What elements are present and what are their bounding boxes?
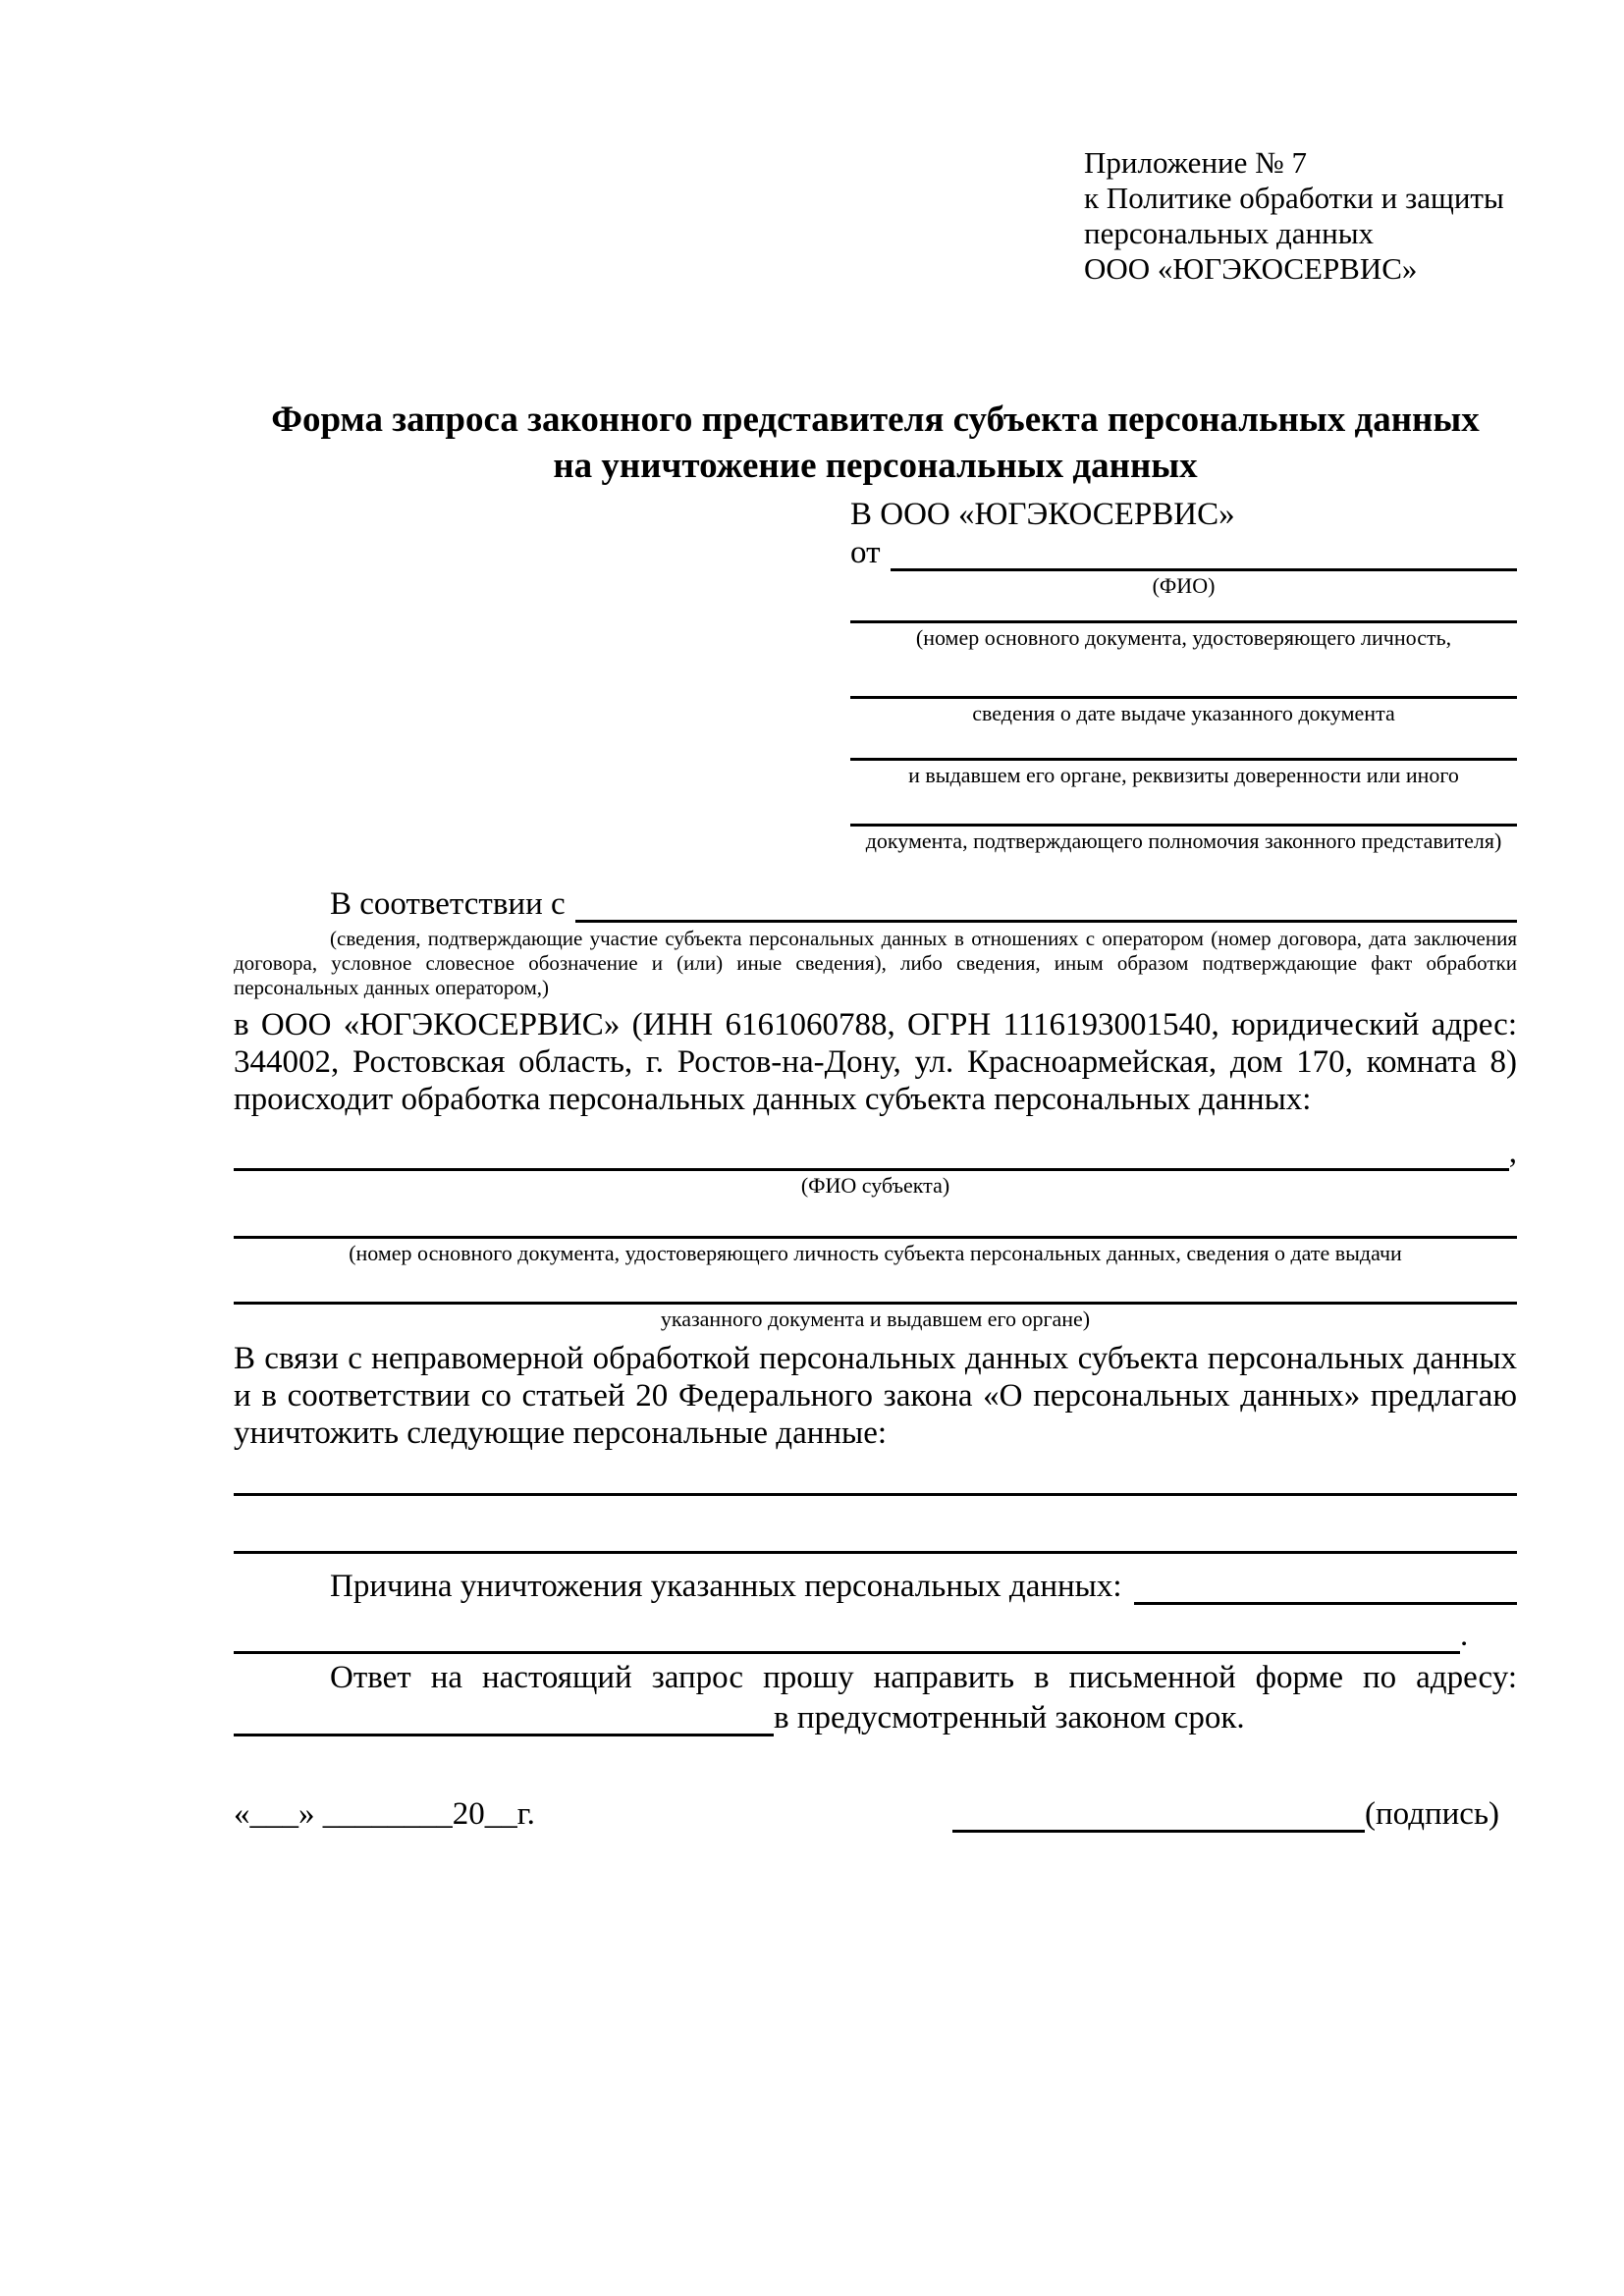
accordance-label: В соответствии с [330,886,566,922]
appendix-line: к Политике обработки и защиты [1084,181,1504,215]
page-title [234,397,1517,489]
recipient-line: В ООО «ЮГЭКОСЕРВИС» [850,497,1235,532]
authority-document-blank-line [850,824,1517,827]
explanatory-note: (сведения, подтверждающие участие субъекта персональных данных в отношениях с оператором (номер договора, дата заключения договора, условное словесное обозначение и (или) иные сведения), либо сведения, иным образом подтверждающие факт обработки персональных данных оператором,) [234,927,1517,999]
subject-document-caption-2: указанного документа и выдавшем его органе) [660,1307,1091,1331]
operator-paragraph: в ООО «ЮГЭКОСЕРВИС» (ИНН 6161060788, ОГРН 1116193001540, юридический адрес: 344002, Ростовская область, г. Ростов-на-Дону, ул. Красноармейская, дом 170, комната 8) происходит обработка персональных данных субъекта персональных данных: [234,1007,1517,1117]
appendix-line: ООО «ЮГЭКОСЕРВИС» [1084,251,1418,286]
appendix-header [1084,145,1517,287]
reply-suffix: в предусмотренный законом срок. [774,1700,1245,1735]
subject-document-blank-line-2 [234,1302,1517,1305]
subject-fio-row [234,1134,1517,1171]
reason-blank-line [1134,1602,1517,1605]
subject-fio-blank-line [234,1168,1509,1171]
accordance-blank-line [575,920,1517,923]
reason-row [234,1568,1517,1605]
reason-label: Причина уничтожения указанных персональных данных: [330,1569,1122,1604]
signature-group [952,1796,1499,1833]
document-number-caption: (номер основного документа, удостоверяющего личность, [915,625,1452,650]
reason-continuation-blank-line [234,1651,1460,1654]
signature-blank-line [952,1830,1365,1833]
date-field: «___» ________20__г. [234,1796,535,1832]
fio-blank-line [891,568,1518,571]
appendix-line: персональных данных [1084,216,1375,250]
appendix-line: Приложение № 7 [1084,145,1307,180]
title-line-2: на уничтожение персональных данных [553,446,1198,486]
issuing-authority-caption: и выдавшем его органе, реквизиты доверенности или иного [908,763,1459,787]
from-row [850,534,1517,571]
request-paragraph: В связи с неправомерной обработкой персональных данных субъекта персональных данных и в соответствии со статьей 20 Федерального закона «О персональных данных» предлагаю уничтожить следующие персональные данные: [234,1341,1517,1451]
subject-document-caption-1: (номер основного документа, удостоверяющего личность субъекта персональных данных, сведения о дате выдачи [349,1241,1402,1265]
title-line-1: Форма запроса законного представителя субъекта персональных данных [271,400,1480,440]
signature-caption: (подпись) [1365,1796,1499,1832]
from-label: от [850,535,881,570]
comma-suffix: , [1508,1135,1517,1170]
issue-date-blank-line [850,696,1517,699]
period-suffix: . [1460,1618,1469,1653]
addressee-block [850,495,1517,854]
subject-document-blank-line-1 [234,1236,1517,1239]
personal-data-blank-line-1 [234,1493,1517,1496]
issuing-authority-blank-line [850,758,1517,761]
reply-address-blank-line [234,1734,774,1736]
subject-fio-caption: (ФИО субъекта) [800,1173,950,1198]
personal-data-blank-line-2 [234,1551,1517,1554]
document-number-blank-line [850,620,1517,623]
accordance-row [234,885,1517,923]
date-signature-row [234,1793,1517,1833]
reply-address-row [234,1697,1517,1736]
authority-document-caption: документа, подтверждающего полномочия законного представителя) [865,828,1502,853]
issue-date-caption: сведения о дате выдаче указанного документа [972,701,1395,725]
reason-continuation-row [234,1617,1517,1654]
reply-paragraph: Ответ на настоящий запрос прошу направить в письменной форме по адресу: [330,1660,1517,1695]
page-content [234,0,1517,1833]
fio-caption: (ФИО) [1152,573,1216,598]
